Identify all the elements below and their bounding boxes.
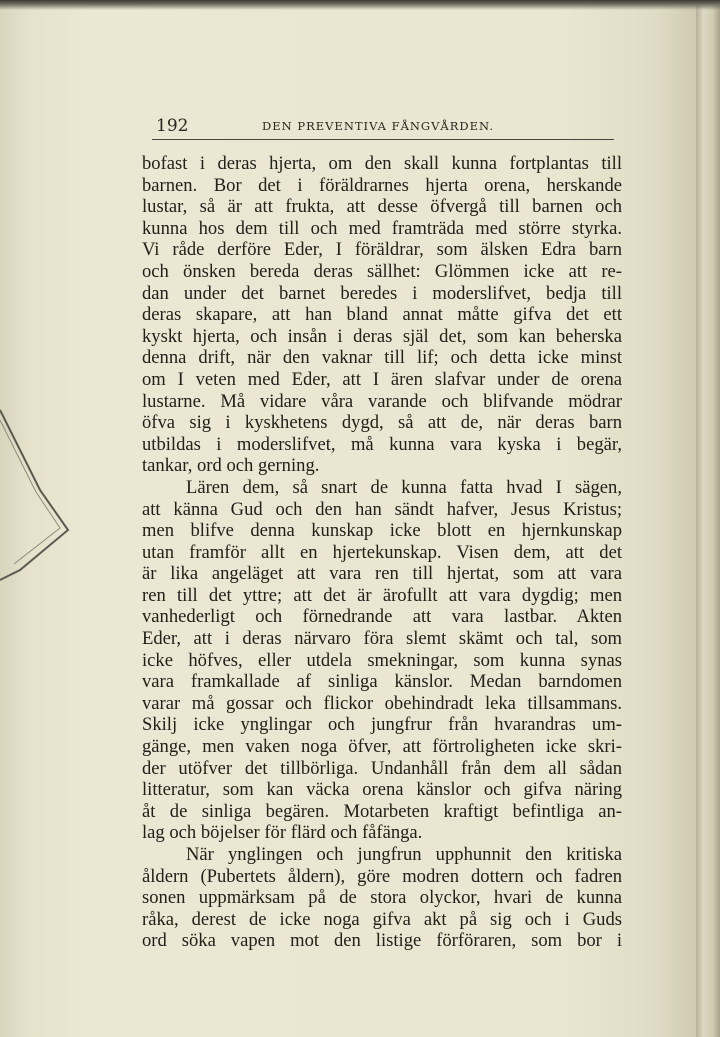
text-line: barnen. Bor det i föräldrarnes hjerta orena, herskande bbox=[142, 174, 622, 196]
text-line: icke höfves, eller utdela smekningar, som kunna synas bbox=[142, 649, 622, 671]
text-line: kunna hos dem till och med framträda med större styrka. bbox=[142, 217, 622, 239]
running-title: DEN PREVENTIVA FÅNGVÅRDEN. bbox=[262, 119, 494, 133]
page-fold-mark bbox=[0, 380, 80, 600]
text-line: ord söka vapen mot den listige förföraren, som bor i bbox=[142, 930, 622, 952]
paragraph-end-line: tankar, ord och gerning. bbox=[142, 455, 320, 477]
body-text bbox=[142, 153, 622, 952]
text-line: utbildas i moderslifvet, må kunna vara kyska i begär, bbox=[142, 433, 622, 455]
text-line: Eder, att i deras närvaro föra slemt skämt och tal, som bbox=[142, 628, 622, 650]
text-line: och önsken bereda deras sällhet: Glömmen icke att re- bbox=[142, 260, 622, 282]
header-rule bbox=[152, 139, 614, 140]
paragraph-start-line: Lären dem, så snart de kunna fatta hvad I sägen, bbox=[186, 476, 622, 498]
text-line: dan under det barnet beredes i moderslifvet, bedja till bbox=[142, 282, 622, 304]
text-line: deras skapare, att han bland annat måtte gifva det ett bbox=[142, 304, 622, 326]
text-line: råka, derest de icke noga gifva akt på sig och i Guds bbox=[142, 908, 622, 930]
text-line: men blifve denna kunskap icke blott en hjernkunskap bbox=[142, 520, 622, 542]
text-line: litteratur, som kan väcka orena känslor och gifva näring bbox=[142, 779, 622, 801]
text-line: gänge, men vaken noga öfver, att förtroligheten icke skri- bbox=[142, 736, 622, 758]
text-line: åldern (Pubertets åldern), göre modren dottern och fadren bbox=[142, 865, 622, 887]
page-number: 192 bbox=[156, 116, 189, 136]
paragraph-end-line: lag och böjelser för flärd och fåfänga. bbox=[142, 822, 423, 844]
text-line: varar må gossar och flickor obehindradt leka tillsammans. bbox=[142, 692, 622, 714]
text-line: bofast i deras hjerta, om den skall kunna fortplantas till bbox=[142, 153, 622, 174]
paragraph-start-line: När ynglingen och jungfrun upphunnit den kritiska bbox=[186, 844, 622, 865]
top-shadow bbox=[0, 0, 720, 10]
page-edge bbox=[696, 0, 720, 1037]
text-line: ren till det yttre; att det är ärofullt att vara dygdig; men bbox=[142, 584, 622, 606]
text-line: om I veten med Eder, att I ären slafvar under de orena bbox=[142, 368, 622, 390]
page-header bbox=[152, 110, 614, 138]
text-line: Vi råde derföre Eder, I föräldrar, som älsken Edra barn bbox=[142, 239, 622, 261]
text-line: kyskt hjerta, och insån i deras själ det, som kan beherska bbox=[142, 325, 622, 347]
text-line: vara framkallade af sinliga känslor. Medan barndomen bbox=[142, 671, 622, 693]
text-line: är lika angeläget att vara ren till hjertat, som att vara bbox=[142, 563, 622, 585]
text-line: att känna Gud och den han sändt hafver, Jesus Kristus; bbox=[142, 498, 622, 520]
text-line: åt de sinliga begären. Motarbeten kraftigt befintliga an- bbox=[142, 800, 622, 822]
text-line: sonen uppmärksam på de stora olyckor, hvari de kunna bbox=[142, 887, 622, 909]
text-line: lustarne. Må vidare våra varande och blifvande mödrar bbox=[142, 390, 622, 412]
text-line: Skilj icke ynglingar och jungfrur från hvarandras um- bbox=[142, 714, 622, 736]
text-line: der utöfver det tillbörliga. Undanhåll från dem all sådan bbox=[142, 757, 622, 779]
text-line: vanhederligt och förnedrande att vara lastbar. Akten bbox=[142, 606, 622, 628]
text-line: utan framför allt en hjertekunskap. Visen dem, att det bbox=[142, 541, 622, 563]
text-line: denna drift, när den vaknar till lif; och detta icke minst bbox=[142, 347, 622, 369]
text-line: öfva sig i kyskhetens dygd, så att de, när deras barn bbox=[142, 412, 622, 434]
text-line: lustar, så är att frukta, att desse öfvergå till barnen och bbox=[142, 196, 622, 218]
